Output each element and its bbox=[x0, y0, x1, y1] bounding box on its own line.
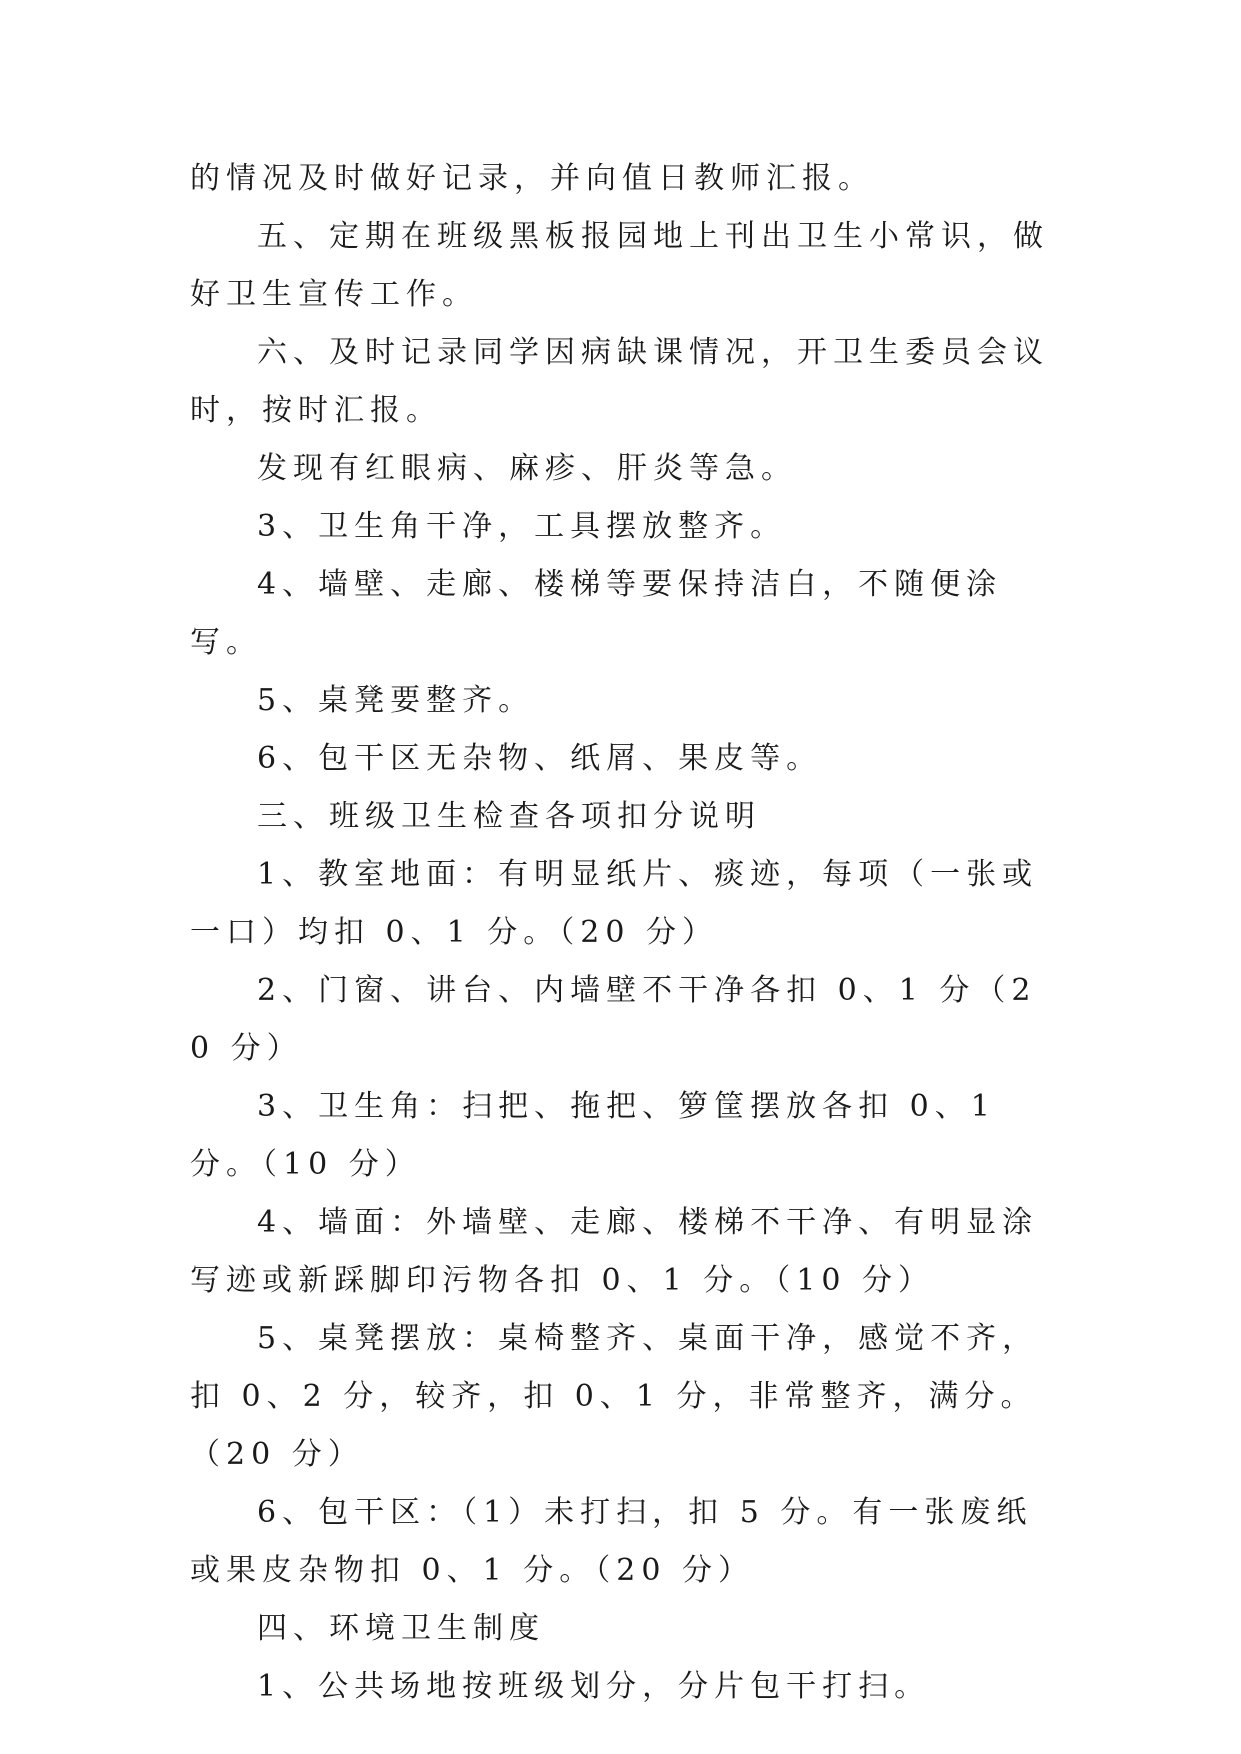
paragraph: 六、及时记录同学因病缺课情况，开卫生委员会议时，按时汇报。 bbox=[190, 335, 1049, 428]
document-body bbox=[190, 150, 1050, 1716]
section-heading: 四、环境卫生制度 bbox=[257, 1611, 545, 1646]
paragraph: 4、墙面：外墙壁、走廊、楼梯不干净、有明显涂写迹或新踩脚印污物各扣 0、1 分。（10 分） bbox=[190, 1205, 1039, 1298]
paragraph: 6、包干区：（1）未打扫，扣 5 分。有一张废纸或果皮杂物扣 0、1 分。（20 分） bbox=[190, 1495, 1033, 1588]
paragraph: 的情况及时做好记录，并向值日教师汇报。 bbox=[190, 161, 874, 196]
paragraph: 3、卫生角干净，工具摆放整齐。 bbox=[257, 509, 787, 544]
paragraph: 5、桌凳要整齐。 bbox=[257, 683, 535, 718]
paragraph: 1、公共场地按班级划分，分片包干打扫。 bbox=[257, 1669, 931, 1704]
paragraph: 4、墙壁、走廊、楼梯等要保持洁白，不随便涂写。 bbox=[190, 567, 1003, 660]
paragraph: 6、包干区无杂物、纸屑、果皮等。 bbox=[257, 741, 823, 776]
paragraph: 5、桌凳摆放：桌椅整齐、桌面干净，感觉不齐，扣 0、2 分，较齐，扣 0、1 分，非常整齐，满分。（20 分） bbox=[190, 1321, 1039, 1472]
section-heading: 三、班级卫生检查各项扣分说明 bbox=[257, 799, 761, 834]
paragraph: 1、教室地面：有明显纸片、痰迹，每项（一张或一口）均扣 0、1 分。（20 分） bbox=[190, 857, 1039, 950]
paragraph: 2、门窗、讲台、内墙壁不干净各扣 0、1 分（20 分） bbox=[190, 973, 1037, 1066]
paragraph: 3、卫生角：扫把、拖把、箩筐摆放各扣 0、1 分。（10 分） bbox=[190, 1089, 996, 1182]
paragraph: 发现有红眼病、麻疹、肝炎等急。 bbox=[257, 451, 797, 486]
paragraph: 五、定期在班级黑板报园地上刊出卫生小常识，做好卫生宣传工作。 bbox=[190, 219, 1049, 312]
